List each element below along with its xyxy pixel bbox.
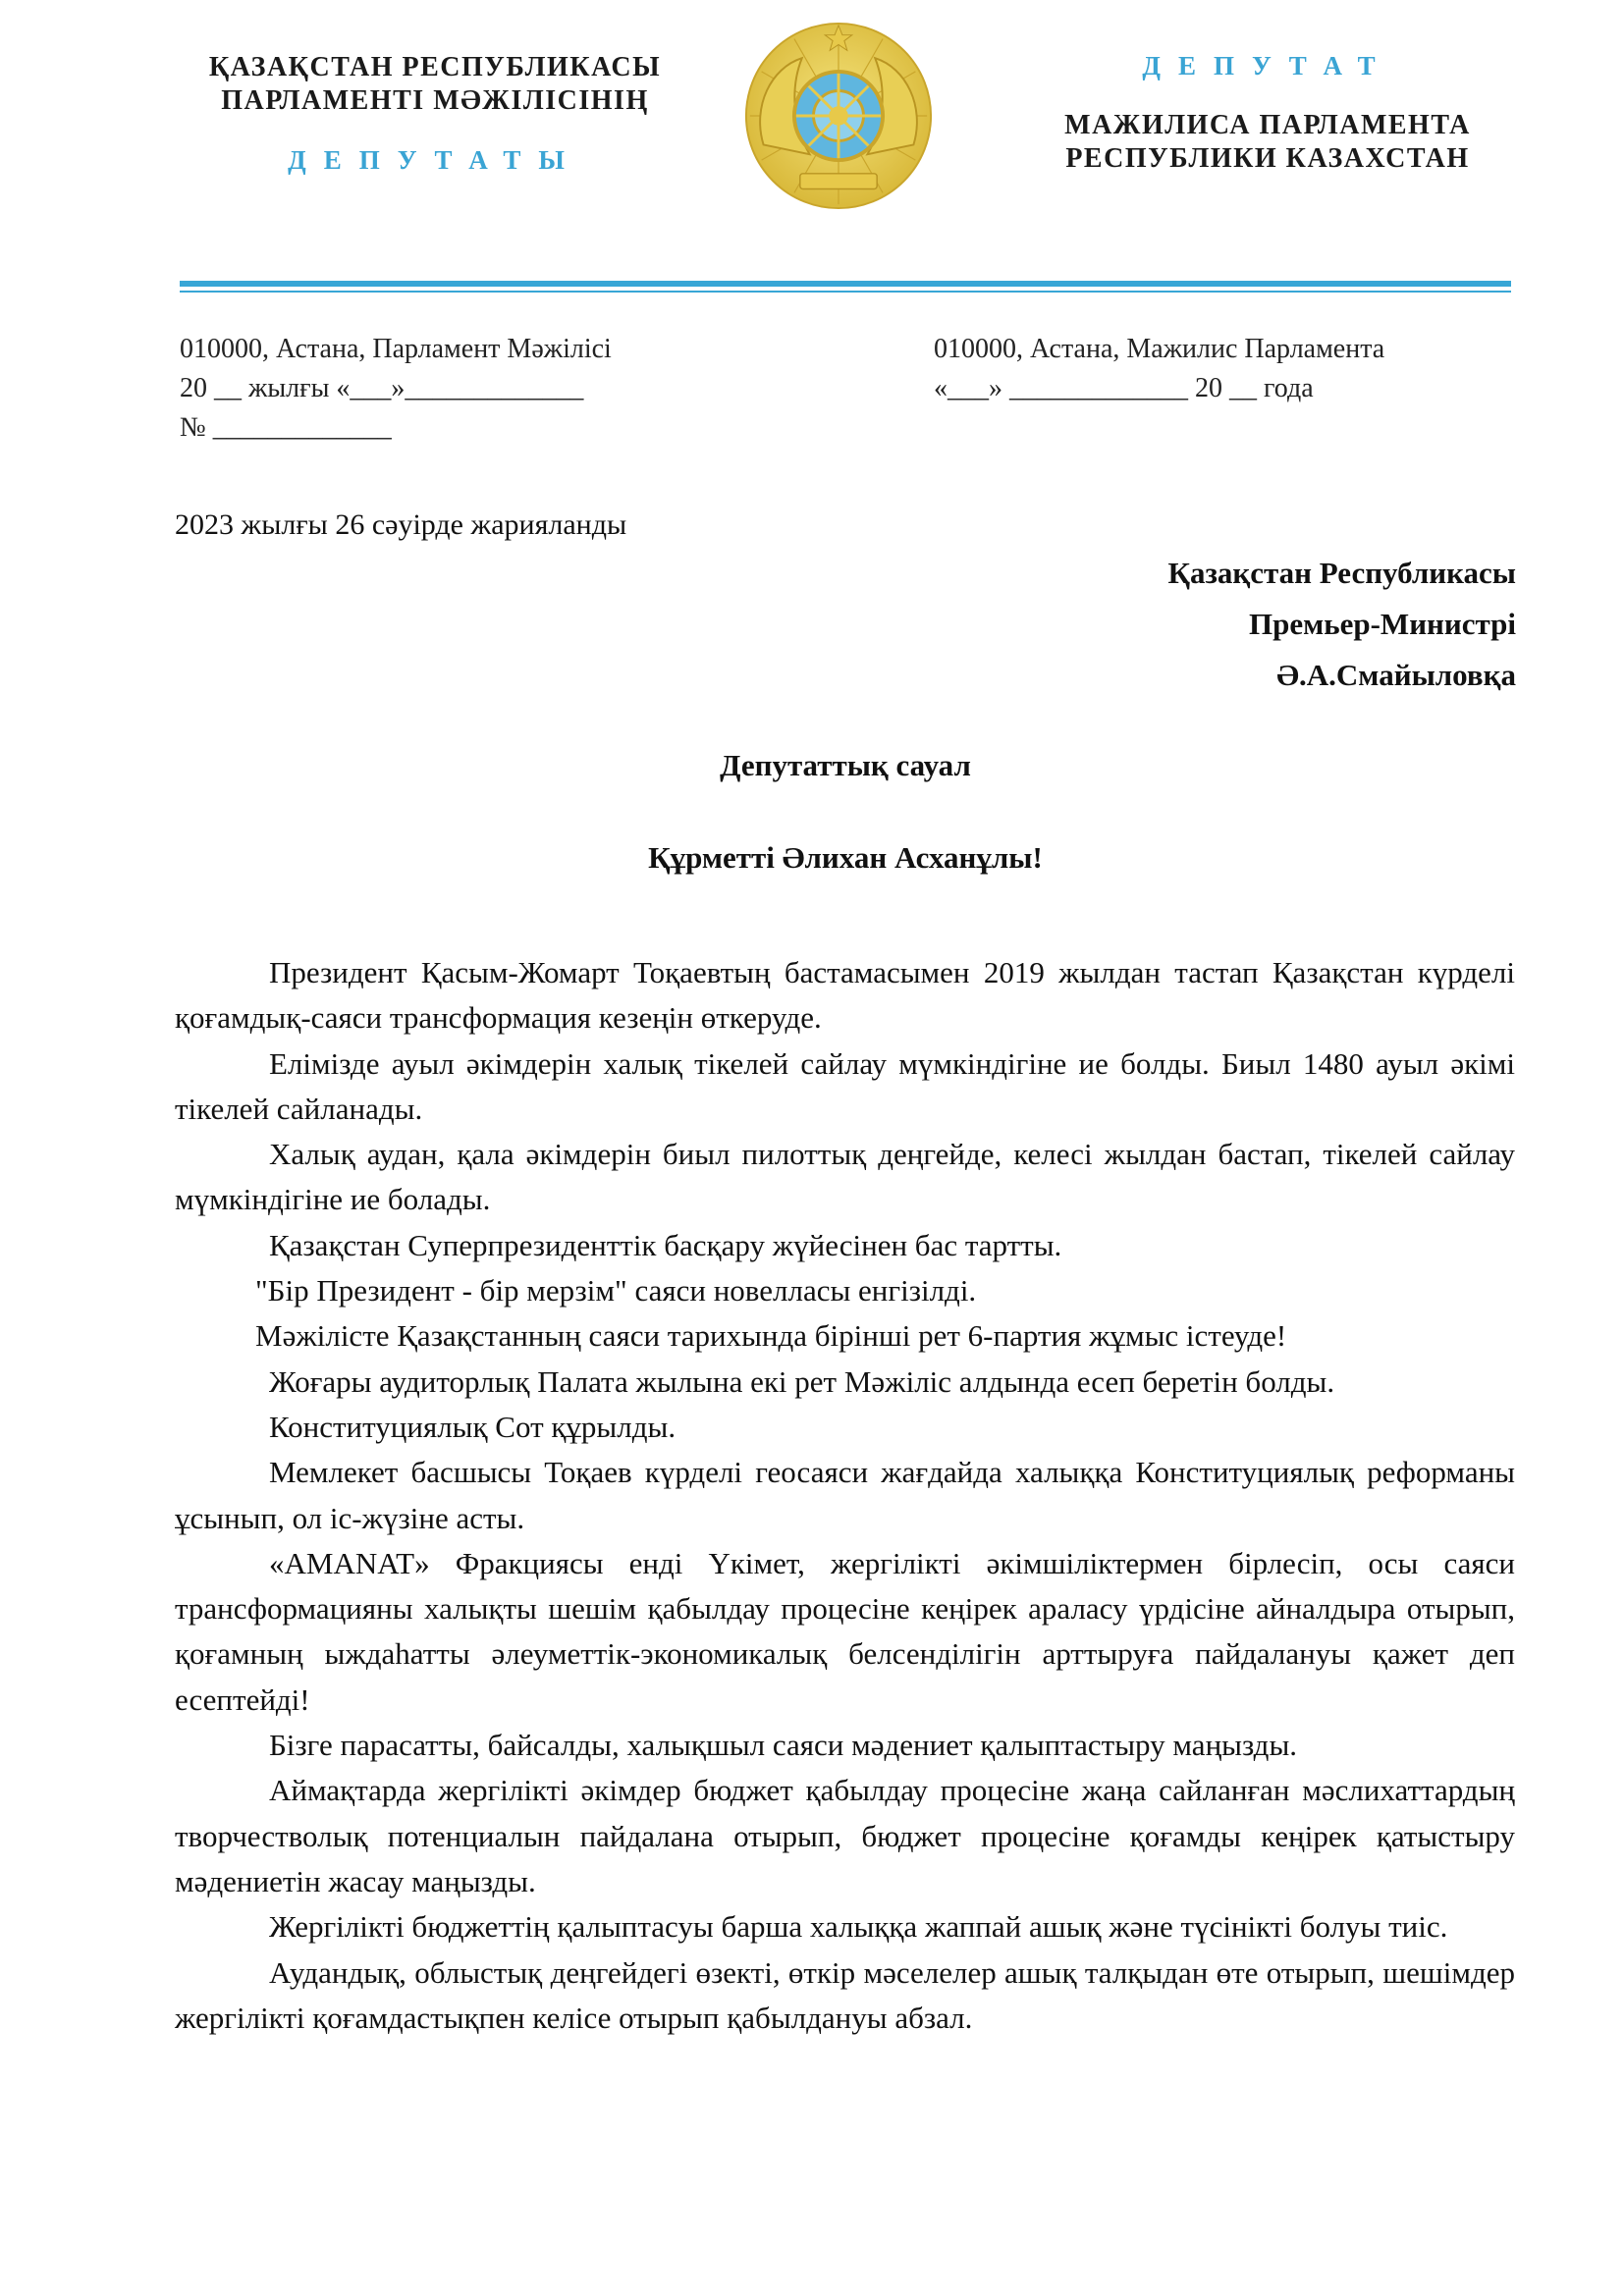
org-name-kk-line1: ҚАЗАҚСТАН РЕСПУБЛИКАСЫ <box>208 52 662 82</box>
recipient-line: Қазақстан Республикасы <box>1167 556 1516 590</box>
header-rule-thin <box>180 291 1511 293</box>
address-line: 010000, Астана, Парламент Мәжілісі <box>180 334 612 364</box>
paragraph: "Бір Президент - бір мерзім" саяси новелласы енгізілді. <box>255 1273 977 1308</box>
paragraph: Конституциялық Сот құрылды. <box>269 1409 677 1444</box>
paragraph: Жергілікті бюджеттің қалыптасуы барша халыққа жаппай ашық және түсінікті болуы тиіс. <box>269 1909 1448 1945</box>
paragraph: Халық аудан, қала әкімдерін биыл пилоттық деңгейде, келесі жылдан бастап, тікелей сайлау мүмкіндігіне ие болады. <box>175 1137 1515 1217</box>
paragraph: Бізге парасатты, байсалды, халықшыл саяси мәдениет қалыптастыру маңызды. <box>269 1728 1298 1763</box>
letterhead-kazakh <box>180 51 690 176</box>
paragraph: Мәжілісте Қазақстанның саяси тарихында бірінші рет 6-партия жұмыс істеуде! <box>255 1318 1287 1354</box>
recipient-line: Ә.А.Смайыловқа <box>1276 658 1516 692</box>
letterhead <box>180 0 1515 304</box>
org-name-ru-line1: МАЖИЛИСА ПАРЛАМЕНТА <box>1064 110 1471 140</box>
paragraph: «AMANAT» Фракциясы енді Үкімет, жергілікті әкімшіліктермен бірлесіп, осы саяси трансформацияны халықты шешім қабылдау процесіне кеңірек араласу үрдісіне айналдыра отырып, қоғамның ыждаһатты әлеуметтік-экономикалық белсенділігін арттыруға пайдалануы қажет деп есептейді! <box>175 1545 1515 1717</box>
state-emblem-icon <box>742 20 935 212</box>
document-body <box>175 950 1515 2041</box>
letterhead-russian <box>1042 51 1493 176</box>
paragraph: Жоғары аудиторлық Палата жылына екі рет Мәжіліс алдында есеп беретін болды. <box>269 1363 1335 1399</box>
org-name-ru-line2: РЕСПУБЛИКИ КАЗАХСТАН <box>1065 143 1470 174</box>
number-line: № _____________ <box>180 412 392 443</box>
greeting: Құрметті Әлихан Асханұлы! <box>648 840 1043 875</box>
recipient-block <box>1168 548 1517 701</box>
paragraph: Мемлекет басшысы Тоқаев күрделі геосаяси жағдайда халыққа Конституциялық реформаны ұсынып, ол іс-жүзіне асты. <box>175 1455 1515 1535</box>
paragraph: Қазақстан Суперпрезиденттік басқару жүйесінен бас тартты. <box>269 1227 1062 1262</box>
deputy-title-ru: ДЕПУТАТ <box>1142 51 1393 80</box>
org-name-kk-line2: ПАРЛАМЕНТІ МӘЖІЛІСІНІҢ <box>221 85 649 116</box>
paragraph: Аудандық, облыстық деңгейдегі өзекті, өткір мәселелер ашық талқыдан өте отырып, шешімдер жергілікті қоғамдастықпен келісе отырып қабылдануы абзал. <box>175 1954 1515 2035</box>
header-rule <box>180 281 1511 287</box>
published-date: 2023 жылғы 26 сәуірде жарияланды <box>175 508 627 541</box>
address-block-kk <box>180 330 612 448</box>
address-line: 010000, Астана, Мажилис Парламента <box>934 334 1385 364</box>
paragraph: Елімізде ауыл әкімдерін халық тікелей сайлау мүмкіндігіне ие болды. Биыл 1480 ауыл әкімі тікелей сайланады. <box>175 1045 1515 1126</box>
recipient-line: Премьер-Министрі <box>1248 607 1516 641</box>
paragraph: Президент Қасым-Жомарт Тоқаевтың бастамасымен 2019 жылдан тастап Қазақстан күрделі қоғамдық-саяси трансформация кезеңін өткеруде. <box>175 955 1515 1036</box>
date-line: «___» _____________ 20 __ года <box>934 373 1314 403</box>
address-block-ru <box>934 330 1384 408</box>
date-line: 20 __ жылғы «___»_____________ <box>180 373 584 403</box>
paragraph: Аймақтарда жергілікті әкімдер бюджет қабылдау процесіне жаңа сайланған мәслихаттардың творчестволық потенциалын пайдалана отырып, бюджет процесіне қоғамды кеңірек қатыстыру мәдениетін жасау маңызды. <box>175 1773 1515 1898</box>
document-title: Депутаттық сауал <box>720 748 971 782</box>
deputy-title-kk: ДЕПУТАТЫ <box>288 145 582 175</box>
